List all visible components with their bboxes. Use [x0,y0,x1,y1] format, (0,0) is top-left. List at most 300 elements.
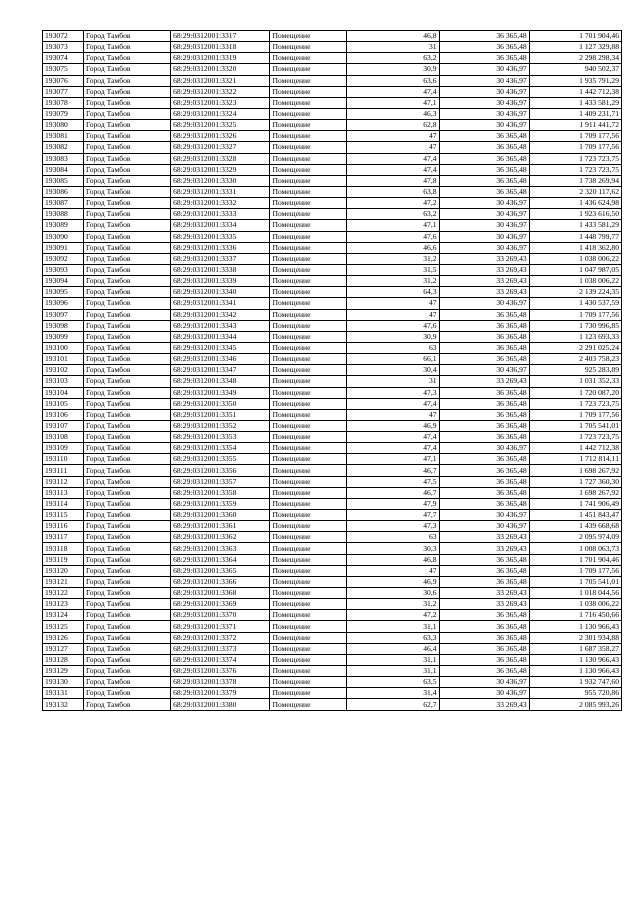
object-type: Помещение [270,610,347,621]
unit-price: 33 269,43 [439,264,529,275]
row-id: 193115 [43,510,84,521]
cadastral-number: 68:29:0312001:3327 [171,142,270,153]
row-id: 193072 [43,31,84,42]
unit-price: 36 365,48 [439,53,529,64]
cadastral-number: 68:29:0312001:3366 [171,576,270,587]
row-id: 193127 [43,643,84,654]
total-value: 955 720,86 [529,688,621,699]
cadastral-number: 68:29:0312001:3345 [171,342,270,353]
table-row [43,131,622,142]
table-row [43,599,622,610]
city-name: Город Тамбов [83,142,170,153]
row-id: 193120 [43,565,84,576]
unit-price: 30 436,97 [439,231,529,242]
unit-price: 33 269,43 [439,532,529,543]
table-row [43,510,622,521]
table-row [43,688,622,699]
table-row [43,309,622,320]
area-value: 30,9 [347,64,439,75]
area-value: 46,4 [347,643,439,654]
cadastral-number: 68:29:0312001:3369 [171,599,270,610]
city-name: Город Тамбов [83,53,170,64]
unit-price: 36 365,48 [439,565,529,576]
object-type: Помещение [270,309,347,320]
area-value: 46,8 [347,554,439,565]
cadastral-number: 68:29:0312001:3328 [171,153,270,164]
city-name: Город Тамбов [83,153,170,164]
unit-price: 30 436,97 [439,365,529,376]
row-id: 193129 [43,666,84,677]
total-value: 1 409 231,71 [529,108,621,119]
table-row [43,376,622,387]
cadastral-number: 68:29:0312001:3329 [171,164,270,175]
table-row [43,354,622,365]
table-row [43,231,622,242]
object-type: Помещение [270,198,347,209]
object-type: Помещение [270,465,347,476]
object-type: Помещение [270,554,347,565]
area-value: 31,1 [347,621,439,632]
table-row [43,86,622,97]
area-value: 47 [347,309,439,320]
table-row [43,42,622,53]
object-type: Помещение [270,97,347,108]
area-value: 46,7 [347,465,439,476]
table-row [43,576,622,587]
city-name: Город Тамбов [83,164,170,175]
total-value: 1 911 441,72 [529,120,621,131]
table-row [43,554,622,565]
unit-price: 36 365,48 [439,654,529,665]
row-id: 193092 [43,253,84,264]
row-id: 193100 [43,342,84,353]
city-name: Город Тамбов [83,610,170,621]
row-id: 193113 [43,487,84,498]
object-type: Помещение [270,276,347,287]
total-value: 1 705 541,01 [529,420,621,431]
cadastral-number: 68:29:0312001:3360 [171,510,270,521]
row-id: 193086 [43,186,84,197]
row-id: 193111 [43,465,84,476]
total-value: 1 720 087,20 [529,387,621,398]
total-value: 925 283,89 [529,365,621,376]
row-id: 193076 [43,75,84,86]
area-value: 47,5 [347,476,439,487]
row-id: 193074 [43,53,84,64]
row-id: 193077 [43,86,84,97]
area-value: 63,5 [347,677,439,688]
total-value: 940 502,37 [529,64,621,75]
city-name: Город Тамбов [83,699,170,710]
row-id: 193083 [43,153,84,164]
object-type: Помещение [270,543,347,554]
unit-price: 33 269,43 [439,276,529,287]
table-row [43,398,622,409]
object-type: Помещение [270,131,347,142]
total-value: 1 442 712,38 [529,443,621,454]
unit-price: 30 436,97 [439,677,529,688]
row-id: 193119 [43,554,84,565]
object-type: Помещение [270,164,347,175]
row-id: 193085 [43,175,84,186]
object-type: Помещение [270,186,347,197]
area-value: 64,3 [347,287,439,298]
area-value: 47 [347,142,439,153]
unit-price: 36 365,48 [439,320,529,331]
object-type: Помещение [270,699,347,710]
object-type: Помещение [270,342,347,353]
city-name: Город Тамбов [83,287,170,298]
unit-price: 30 436,97 [439,298,529,309]
cadastral-number: 68:29:0312001:3368 [171,588,270,599]
city-name: Город Тамбов [83,320,170,331]
cadastral-number: 68:29:0312001:3358 [171,487,270,498]
city-name: Город Тамбов [83,621,170,632]
unit-price: 36 365,48 [439,131,529,142]
row-id: 193108 [43,432,84,443]
table-row [43,654,622,665]
total-value: 2 298 298,34 [529,53,621,64]
table-row [43,242,622,253]
total-value: 1 709 177,56 [529,309,621,320]
total-value: 2 085 993,26 [529,699,621,710]
area-value: 47,6 [347,231,439,242]
city-name: Город Тамбов [83,599,170,610]
table-row [43,699,622,710]
row-id: 193084 [43,164,84,175]
cadastral-number: 68:29:0312001:3349 [171,387,270,398]
unit-price: 36 365,48 [439,632,529,643]
area-value: 31,1 [347,666,439,677]
table-row [43,498,622,509]
cadastral-number: 68:29:0312001:3352 [171,420,270,431]
cadastral-number: 68:29:0312001:3379 [171,688,270,699]
unit-price: 36 365,48 [439,186,529,197]
table-row [43,409,622,420]
city-name: Город Тамбов [83,510,170,521]
table-row [43,164,622,175]
unit-price: 30 436,97 [439,86,529,97]
unit-price: 36 365,48 [439,454,529,465]
total-value: 1 723 723,75 [529,153,621,164]
unit-price: 30 436,97 [439,220,529,231]
unit-price: 36 365,48 [439,432,529,443]
total-value: 1 451 843,47 [529,510,621,521]
object-type: Помещение [270,31,347,42]
cadastral-number: 68:29:0312001:3343 [171,320,270,331]
city-name: Город Тамбов [83,175,170,186]
table-row [43,186,622,197]
area-value: 47,4 [347,443,439,454]
city-name: Город Тамбов [83,264,170,275]
cadastral-number: 68:29:0312001:3334 [171,220,270,231]
table-row [43,153,622,164]
object-type: Помещение [270,476,347,487]
total-value: 2 291 025,24 [529,342,621,353]
cadastral-number: 68:29:0312001:3335 [171,231,270,242]
table-row [43,643,622,654]
unit-price: 36 365,48 [439,164,529,175]
table-row [43,365,622,376]
total-value: 1 709 177,56 [529,565,621,576]
table-row [43,432,622,443]
table-row [43,621,622,632]
row-id: 193110 [43,454,84,465]
cadastral-number: 68:29:0312001:3348 [171,376,270,387]
unit-price: 30 436,97 [439,97,529,108]
unit-price: 36 365,48 [439,621,529,632]
table-row [43,108,622,119]
unit-price: 36 365,48 [439,409,529,420]
unit-price: 30 436,97 [439,198,529,209]
table-row [43,532,622,543]
unit-price: 33 269,43 [439,543,529,554]
table-row [43,287,622,298]
table-row [43,298,622,309]
object-type: Помещение [270,677,347,688]
row-id: 193122 [43,588,84,599]
unit-price: 33 269,43 [439,376,529,387]
city-name: Город Тамбов [83,298,170,309]
unit-price: 30 436,97 [439,521,529,532]
table-row [43,53,622,64]
row-id: 193093 [43,264,84,275]
object-type: Помещение [270,632,347,643]
row-id: 193103 [43,376,84,387]
total-value: 1 430 537,59 [529,298,621,309]
city-name: Город Тамбов [83,131,170,142]
area-value: 46,7 [347,487,439,498]
row-id: 193078 [43,97,84,108]
total-value: 1 712 814,11 [529,454,621,465]
city-name: Город Тамбов [83,487,170,498]
object-type: Помещение [270,643,347,654]
object-type: Помещение [270,521,347,532]
unit-price: 30 436,97 [439,242,529,253]
area-value: 47,2 [347,198,439,209]
city-name: Город Тамбов [83,654,170,665]
row-id: 193112 [43,476,84,487]
area-value: 31,4 [347,688,439,699]
object-type: Помещение [270,454,347,465]
property-table [42,30,622,711]
table-row [43,220,622,231]
cadastral-number: 68:29:0312001:3342 [171,309,270,320]
unit-price: 33 269,43 [439,253,529,264]
city-name: Город Тамбов [83,643,170,654]
row-id: 193081 [43,131,84,142]
cadastral-number: 68:29:0312001:3351 [171,409,270,420]
object-type: Помещение [270,510,347,521]
row-id: 193097 [43,309,84,320]
area-value: 47,1 [347,220,439,231]
unit-price: 30 436,97 [439,75,529,86]
object-type: Помещение [270,443,347,454]
unit-price: 36 365,48 [439,554,529,565]
area-value: 47,7 [347,510,439,521]
cadastral-number: 68:29:0312001:3338 [171,264,270,275]
area-value: 47,4 [347,398,439,409]
area-value: 47 [347,409,439,420]
object-type: Помещение [270,331,347,342]
table-row [43,175,622,186]
unit-price: 36 365,48 [439,487,529,498]
row-id: 193089 [43,220,84,231]
city-name: Город Тамбов [83,498,170,509]
total-value: 1 008 063,73 [529,543,621,554]
object-type: Помещение [270,175,347,186]
area-value: 63 [347,532,439,543]
area-value: 31,2 [347,599,439,610]
row-id: 193121 [43,576,84,587]
object-type: Помещение [270,688,347,699]
total-value: 1 433 581,29 [529,220,621,231]
unit-price: 36 365,48 [439,31,529,42]
area-value: 46,9 [347,576,439,587]
object-type: Помещение [270,264,347,275]
total-value: 1 038 006,22 [529,599,621,610]
table-row [43,420,622,431]
unit-price: 36 365,48 [439,342,529,353]
unit-price: 36 365,48 [439,398,529,409]
object-type: Помещение [270,565,347,576]
area-value: 31,1 [347,654,439,665]
object-type: Помещение [270,142,347,153]
total-value: 2 320 117,62 [529,186,621,197]
object-type: Помещение [270,253,347,264]
area-value: 31 [347,376,439,387]
city-name: Город Тамбов [83,86,170,97]
total-value: 1 130 966,43 [529,654,621,665]
area-value: 62,8 [347,120,439,131]
total-value: 1 709 177,56 [529,142,621,153]
total-value: 1 701 904,46 [529,31,621,42]
city-name: Город Тамбов [83,31,170,42]
area-value: 47 [347,565,439,576]
area-value: 31,5 [347,264,439,275]
cadastral-number: 68:29:0312001:3332 [171,198,270,209]
cadastral-number: 68:29:0312001:3319 [171,53,270,64]
total-value: 1 031 352,33 [529,376,621,387]
cadastral-number: 68:29:0312001:3320 [171,64,270,75]
area-value: 30,3 [347,543,439,554]
row-id: 193090 [43,231,84,242]
area-value: 63,6 [347,75,439,86]
object-type: Помещение [270,287,347,298]
total-value: 1 741 906,49 [529,498,621,509]
row-id: 193124 [43,610,84,621]
row-id: 193099 [43,331,84,342]
row-id: 193101 [43,354,84,365]
area-value: 47,3 [347,387,439,398]
cadastral-number: 68:29:0312001:3354 [171,443,270,454]
row-id: 193107 [43,420,84,431]
total-value: 2 139 224,35 [529,287,621,298]
row-id: 193128 [43,654,84,665]
area-value: 47,4 [347,164,439,175]
object-type: Помещение [270,432,347,443]
unit-price: 33 269,43 [439,287,529,298]
city-name: Город Тамбов [83,420,170,431]
table-row [43,543,622,554]
area-value: 47,4 [347,86,439,97]
row-id: 193088 [43,209,84,220]
city-name: Город Тамбов [83,42,170,53]
table-row [43,465,622,476]
object-type: Помещение [270,320,347,331]
object-type: Помещение [270,654,347,665]
cadastral-number: 68:29:0312001:3361 [171,521,270,532]
table-row [43,588,622,599]
city-name: Город Тамбов [83,309,170,320]
cadastral-number: 68:29:0312001:3353 [171,432,270,443]
area-value: 47,6 [347,320,439,331]
row-id: 193082 [43,142,84,153]
cadastral-number: 68:29:0312001:3365 [171,565,270,576]
row-id: 193114 [43,498,84,509]
city-name: Город Тамбов [83,666,170,677]
row-id: 193123 [43,599,84,610]
cadastral-number: 68:29:0312001:3317 [171,31,270,42]
city-name: Город Тамбов [83,108,170,119]
cadastral-number: 68:29:0312001:3357 [171,476,270,487]
area-value: 66,1 [347,354,439,365]
city-name: Город Тамбов [83,521,170,532]
table-row [43,331,622,342]
row-id: 193102 [43,365,84,376]
city-name: Город Тамбов [83,276,170,287]
total-value: 1 723 723,75 [529,432,621,443]
total-value: 1 709 177,56 [529,131,621,142]
area-value: 47,9 [347,498,439,509]
city-name: Город Тамбов [83,242,170,253]
unit-price: 36 365,48 [439,331,529,342]
city-name: Город Тамбов [83,677,170,688]
object-type: Помещение [270,209,347,220]
row-id: 193104 [43,387,84,398]
unit-price: 30 436,97 [439,120,529,131]
area-value: 30,9 [347,331,439,342]
object-type: Помещение [270,242,347,253]
object-type: Помещение [270,532,347,543]
area-value: 63,2 [347,53,439,64]
total-value: 1 738 269,94 [529,175,621,186]
object-type: Помещение [270,64,347,75]
total-value: 1 723 723,75 [529,164,621,175]
table-row [43,666,622,677]
table-row [43,97,622,108]
total-value: 1 038 006,22 [529,276,621,287]
row-id: 193126 [43,632,84,643]
cadastral-number: 68:29:0312001:3350 [171,398,270,409]
row-id: 193116 [43,521,84,532]
object-type: Помещение [270,376,347,387]
table-row [43,264,622,275]
city-name: Город Тамбов [83,342,170,353]
object-type: Помещение [270,120,347,131]
object-type: Помещение [270,599,347,610]
city-name: Город Тамбов [83,198,170,209]
cadastral-number: 68:29:0312001:3376 [171,666,270,677]
unit-price: 36 365,48 [439,354,529,365]
city-name: Город Тамбов [83,432,170,443]
area-value: 47,4 [347,153,439,164]
object-type: Помещение [270,86,347,97]
cadastral-number: 68:29:0312001:3364 [171,554,270,565]
city-name: Город Тамбов [83,209,170,220]
unit-price: 30 436,97 [439,443,529,454]
cadastral-number: 68:29:0312001:3341 [171,298,270,309]
